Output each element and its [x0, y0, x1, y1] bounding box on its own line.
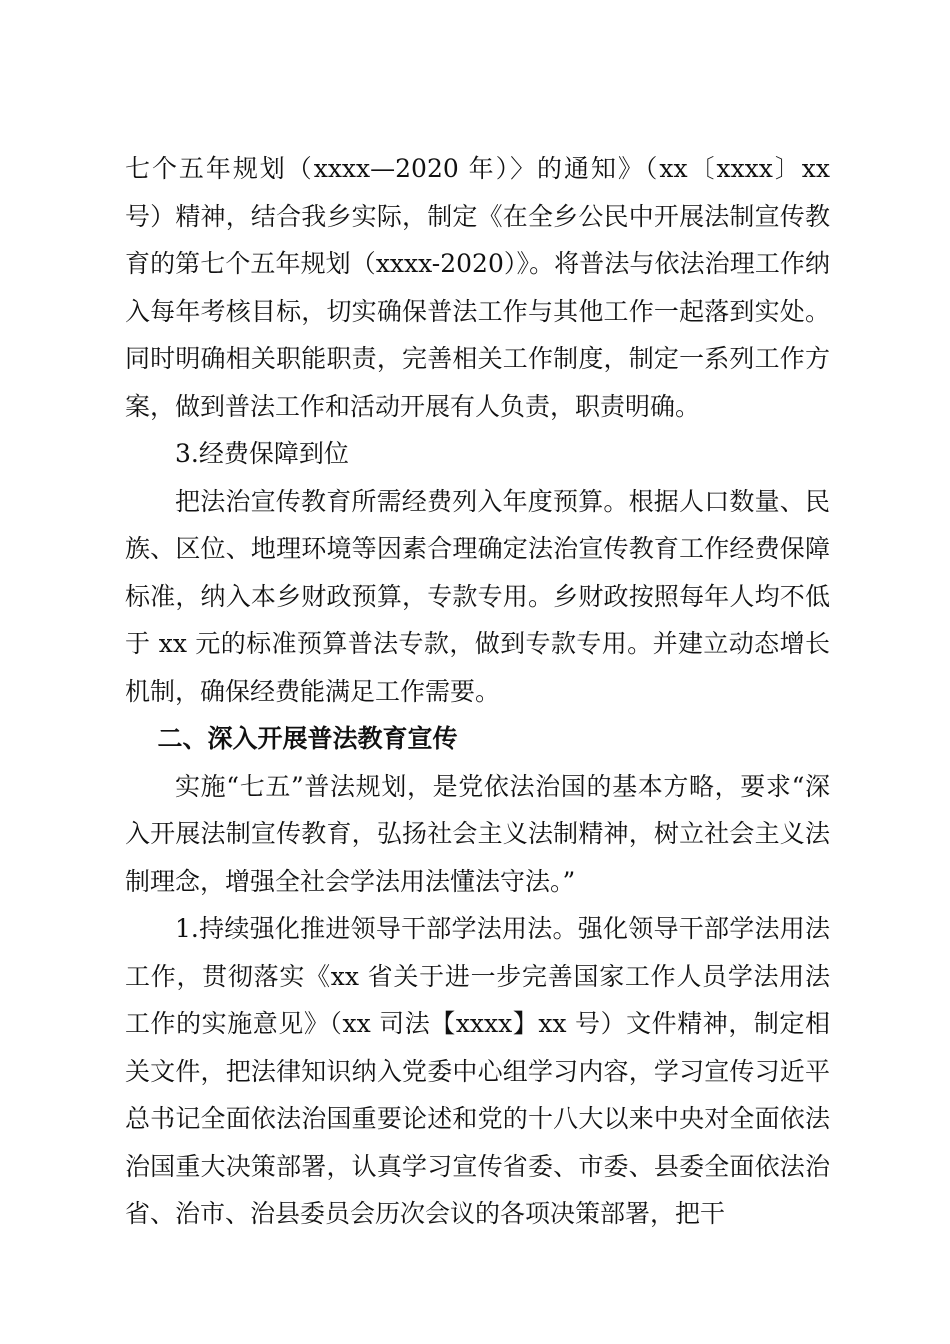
paragraph-leaders: 1.持续强化推进领导干部学法用法。强化领导干部学法用法工作，贯彻落实《xx 省关于进一步完善国家工作人员学法用法工作的实施意见》（xx 司法【xxxx】xx 号）文件精神，制定相关文件，把法律知识纳入党委中心组学习内容，学习宣传习近平总书记全面依法治国重要论述和党的十八大以来中央对全面依法治国重大决策部署，认真学习宣传省委、市委、县委全面依法治省、治市、治县委员会历次会议的各项决策部署，把干 — [125, 914, 830, 1228]
subheading-funding: 3.经费保障到位 — [175, 439, 349, 468]
document-body — [125, 145, 830, 1238]
paragraph-funding: 把法治宣传教育所需经费列入年度预算。根据人口数量、民族、区位、地理环境等因素合理确定法治宣传教育工作经费保障标准，纳入本乡财政预算，专款专用。乡财政按照每年人均不低于 xx 元的标准预算普法专款，做到专款专用。并建立动态增长机制，确保经费能满足工作需要。 — [125, 486, 830, 706]
paragraph-continuation: 七个五年规划（xxxx—2020 年）〉的通知》（xx〔xxxx〕xx 号）精神，结合我乡实际，制定《在全乡公民中开展法制宣传教育的第七个五年规划（xxxx-2020）》。将普法与依法治理工作纳入每年考核目标，切实确保普法工作与其他工作一起落到实处。同时明确相关职能职责，完善相关工作制度，制定一系列工作方案，做到普法工作和活动开展有人负责，职责明确。 — [125, 154, 830, 421]
paragraph-intro: 实施“七五”普法规划，是党依法治国的基本方略，要求“深入开展法制宣传教育，弘扬社会主义法制精神，树立社会主义法制理念，增强全社会学法用法懂法守法。” — [125, 771, 830, 896]
section-heading: 二、深入开展普法教育宣传 — [157, 724, 458, 753]
